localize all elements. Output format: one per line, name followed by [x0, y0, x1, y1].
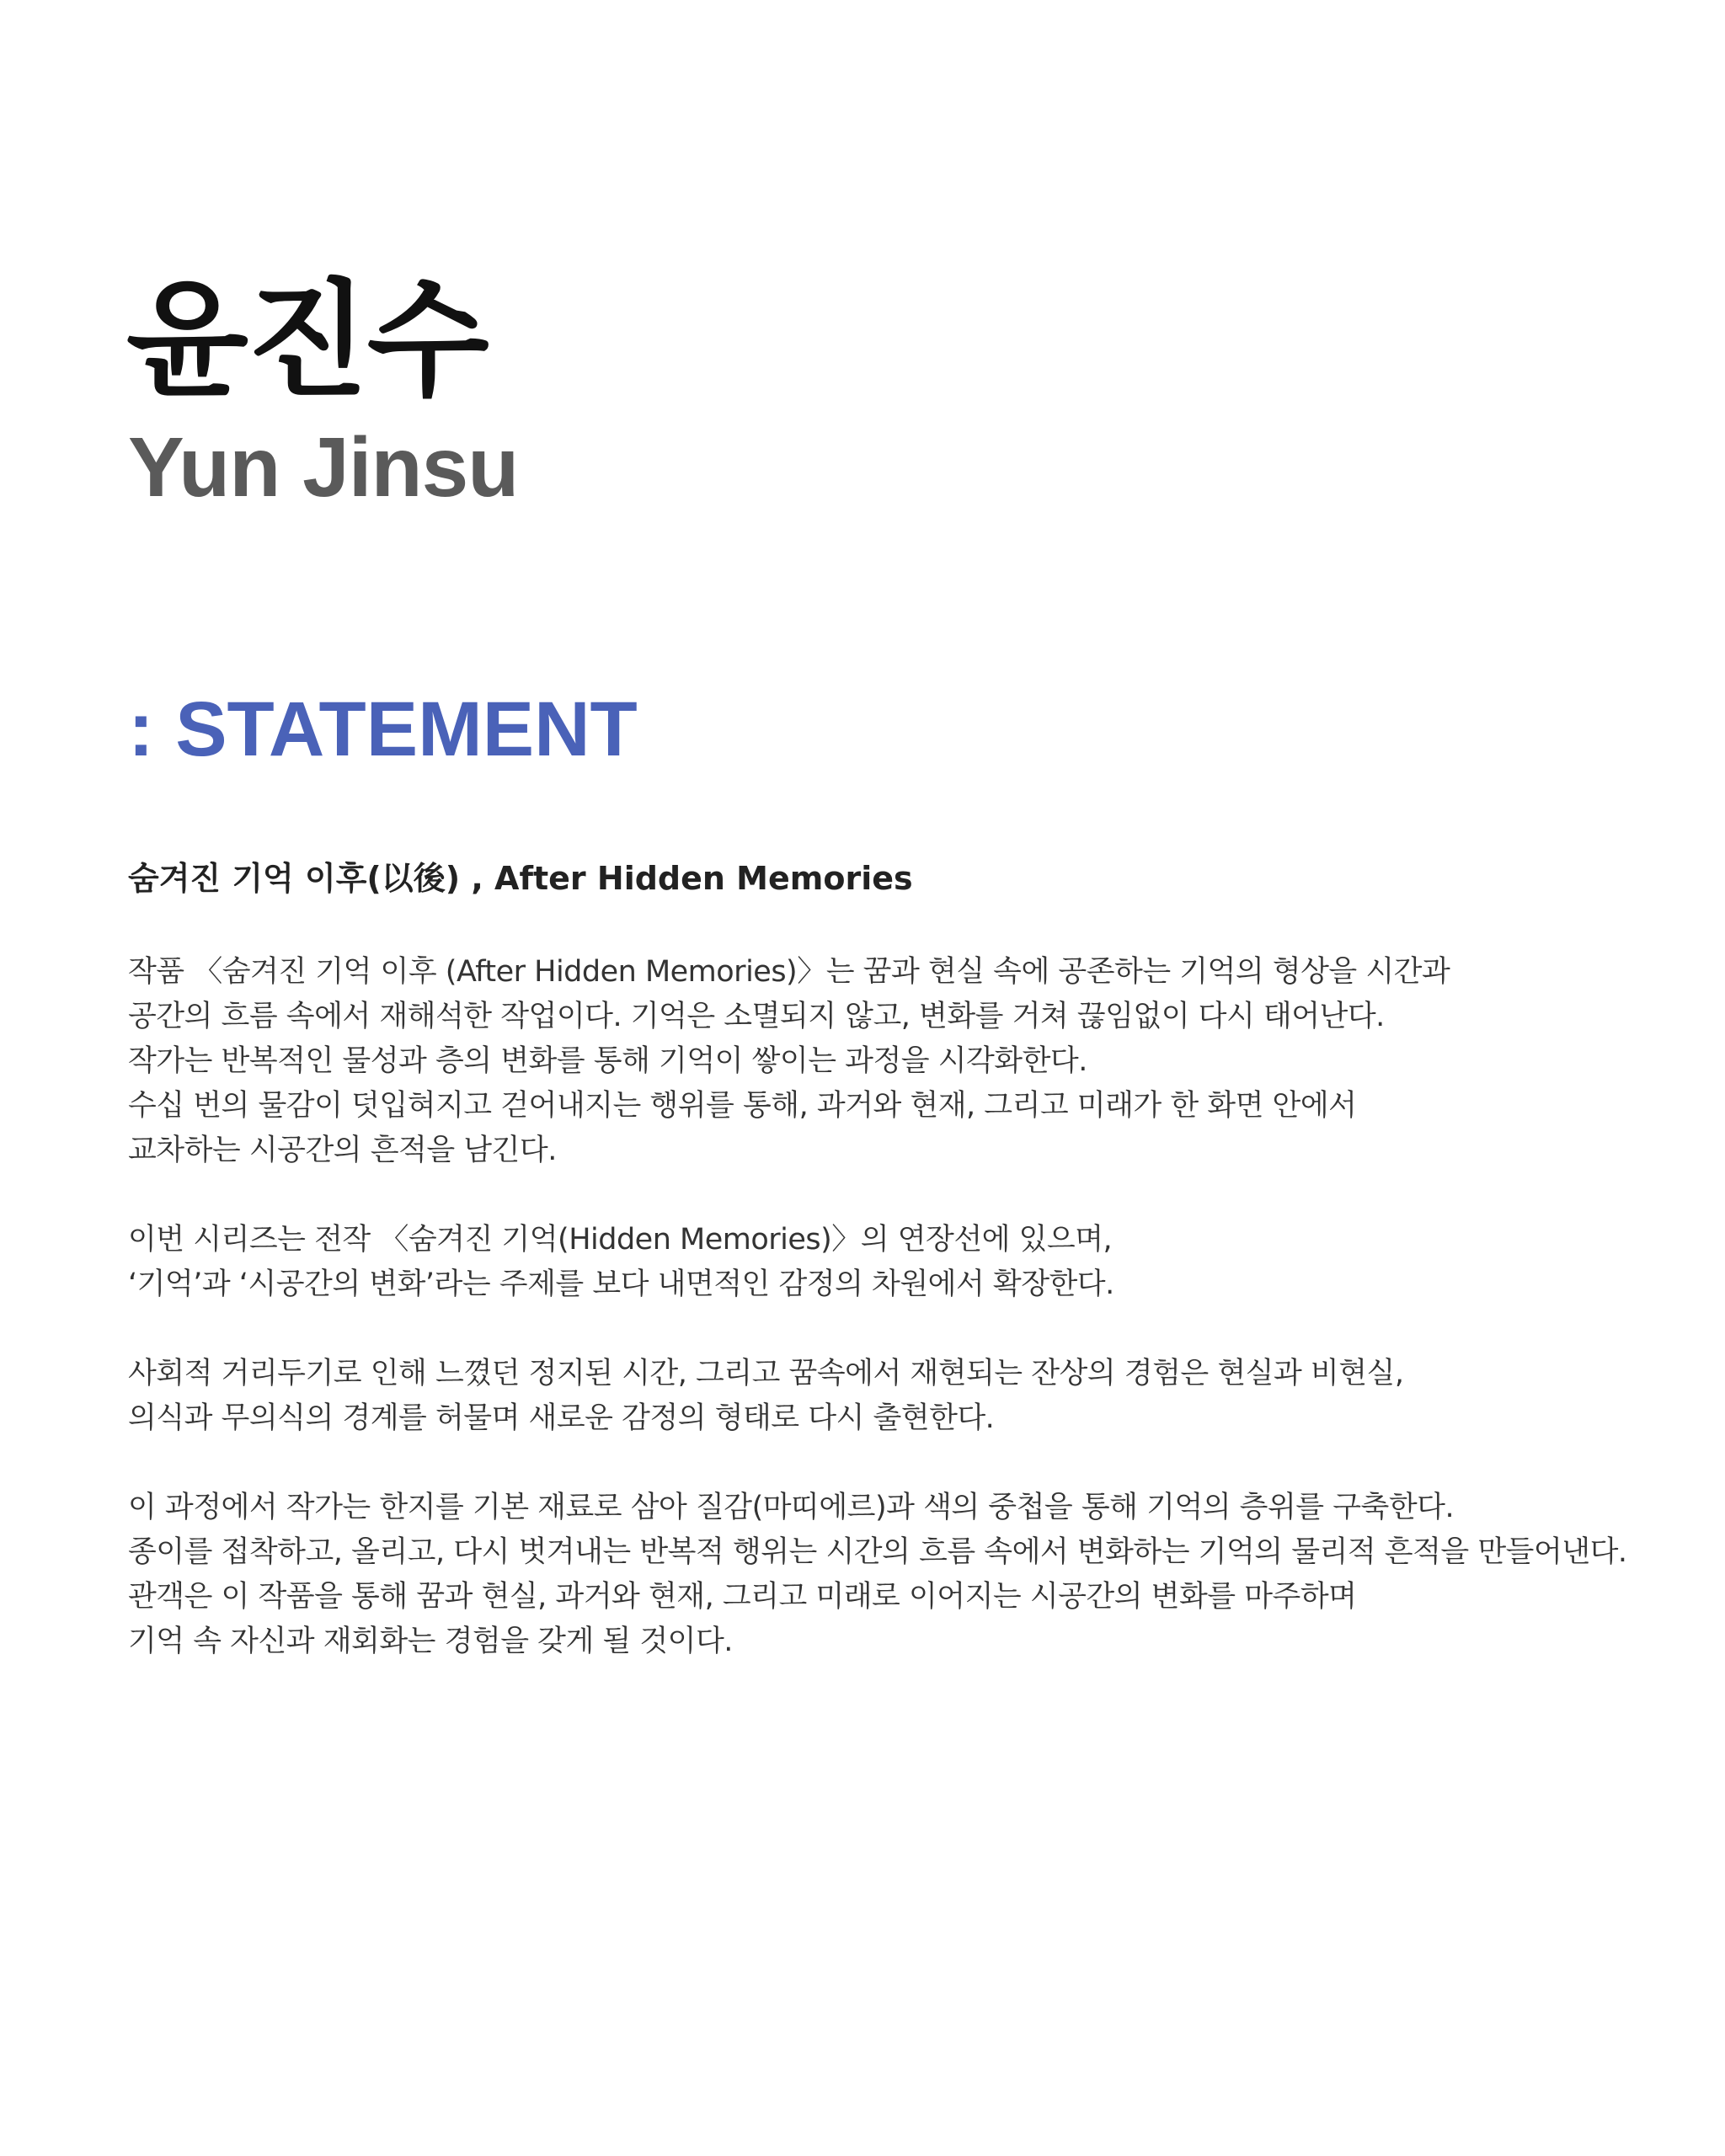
statement-line: 이 과정에서 작가는 한지를 기본 재료로 삼아 질감(마띠에르)과 색의 중첩을 통해 기억의 층위를 구축한다. — [128, 1491, 1455, 1524]
statement-line: 기억 속 자신과 재회화는 경험을 갖게 될 것이다. — [128, 1625, 733, 1658]
statement-line: 관객은 이 작품을 통해 꿈과 현실, 과거와 현재, 그리고 미래로 이어지는 시공간의 변화를 마주하며 — [128, 1580, 1357, 1614]
statement-line: 이번 시리즈는 전작 〈숨겨진 기억(Hidden Memories)〉의 연장선에 있으며, — [128, 1223, 1113, 1257]
statement-body — [128, 950, 1678, 1709]
statement-line: 의식과 무의식의 경계를 허물며 새로운 감정의 형태로 다시 출현한다. — [128, 1401, 995, 1435]
statement-paragraph — [128, 1352, 1678, 1441]
statement-line: 교차하는 시공간의 흔적을 남긴다. — [128, 1134, 557, 1167]
statement-line: 작품 〈숨겨진 기억 이후 (After Hidden Memories)〉는 꿈과 현실 속에 공존하는 기억의 형상을 시간과 — [128, 955, 1450, 989]
statement-line: 수십 번의 물감이 덧입혀지고 걷어내지는 행위를 통해, 과거와 현재, 그리고 미래가 한 화면 안에서 — [128, 1089, 1357, 1123]
work-title: 숨겨진 기억 이후(以後) , After Hidden Memories — [128, 860, 913, 897]
statement-line: 종이를 접착하고, 올리고, 다시 벗겨내는 반복적 행위는 시간의 흐름 속에서 변화하는 기억의 물리적 흔적을 만들어낸다. — [128, 1535, 1627, 1569]
statement-line: 사회적 거리두기로 인해 느꼈던 정지된 시간, 그리고 꿈속에서 재현되는 잔상의 경험은 현실과 비현실, — [128, 1357, 1404, 1390]
artist-name-english: Yun Jinsu — [128, 420, 519, 515]
statement-line: 작가는 반복적인 물성과 층의 변화를 통해 기억이 쌓이는 과정을 시각화한다. — [128, 1044, 1087, 1078]
statement-paragraph — [128, 950, 1678, 1173]
artist-name-korean: 윤진수 — [126, 268, 488, 414]
statement-line: 공간의 흐름 속에서 재해석한 작업이다. 기억은 소멸되지 않고, 변화를 거쳐 끊임없이 다시 태어난다. — [128, 1000, 1385, 1033]
statement-line: ‘기억’과 ‘시공간의 변화’라는 주제를 보다 내면적인 감정의 차원에서 확장한다. — [128, 1267, 1114, 1301]
section-title-statement: : STATEMENT — [128, 686, 638, 772]
statement-paragraph — [128, 1486, 1678, 1664]
statement-paragraph — [128, 1218, 1678, 1307]
